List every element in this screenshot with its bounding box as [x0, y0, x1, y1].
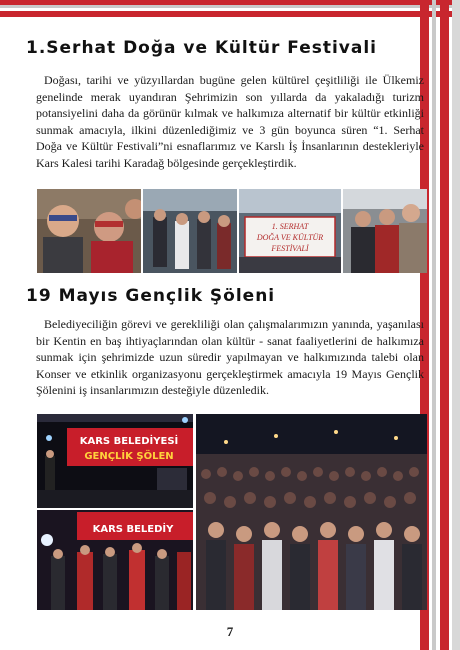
concert-photo-crowd	[196, 414, 427, 610]
right-gray-bar	[432, 0, 436, 650]
festival-photo-children	[37, 189, 141, 273]
youth-festival-section-title: 19 Mayıs Gençlik Şöleni	[26, 286, 276, 306]
festival-banner-text-2: DOĞA VE KÜLTÜR	[256, 233, 324, 242]
right-gray-bar-2	[452, 0, 460, 650]
stage-banner-text-3: KARS BELEDİY	[92, 524, 174, 535]
top-gray-stripe	[0, 5, 460, 8]
stage-banner-text-2: GENÇLİK ŞÖLEN	[84, 451, 174, 462]
top-red-stripe-2	[0, 11, 460, 17]
festival-paragraph: Doğası, tarihi ve yüzyıllardan bugüne gelen kültürel çeşitliliği ile Ülkemiz genelinde merak uyandıran Şehrimizin son yıllarda da yakaladığı turizm potansiyelini daha da görünür kılmak ve halkımıza alternatif bir kültür etkinliği sunmak amacıyla, ilkini düzenlediğimiz ve 3 gün boyunca süren “1. Serhat Doğa ve Kültür Festivali”ni esnaflarımız ve Karslı İş İnsanlarının destekleriyle Kars Kalesi tarihi Karadağ bölgesinde gerçekleştirdik.	[36, 73, 424, 170]
festival-photo-banner	[239, 189, 341, 273]
festival-banner-text-3: FESTİVALİ	[271, 244, 309, 253]
festival-photo-crowd	[143, 189, 237, 273]
concert-photo-stage	[37, 414, 193, 508]
stage-banner-text-1: KARS BELEDİYESİ	[79, 436, 179, 447]
page-number: 7	[226, 624, 234, 639]
right-red-bar-2	[440, 0, 449, 650]
festival-section-title: 1.Serhat Doğa ve Kültür Festivali	[26, 38, 378, 58]
concert-photo-performers	[37, 510, 193, 610]
festival-photo-guests	[343, 189, 427, 273]
youth-festival-paragraph: Belediyeciliğin görevi ve gerekliliği olan çalışmalarımızın yanında, yaşanılası bir Kentin en baş ihtiyaçlarından olan kültür - sanat faaliyetlerini de halkımıza sunmak için şehrimizde uzun süredir yapılmayan ve halkımızında talebi olan Konser ve etkinlik organizasyonu gerçekleştirmek amacıyla 19 Mayıs Gençlik Şölenini iş insanlarımızın desteğiyle düzenledik.	[36, 317, 424, 397]
festival-banner-text-1: 1. SERHAT	[271, 222, 309, 231]
